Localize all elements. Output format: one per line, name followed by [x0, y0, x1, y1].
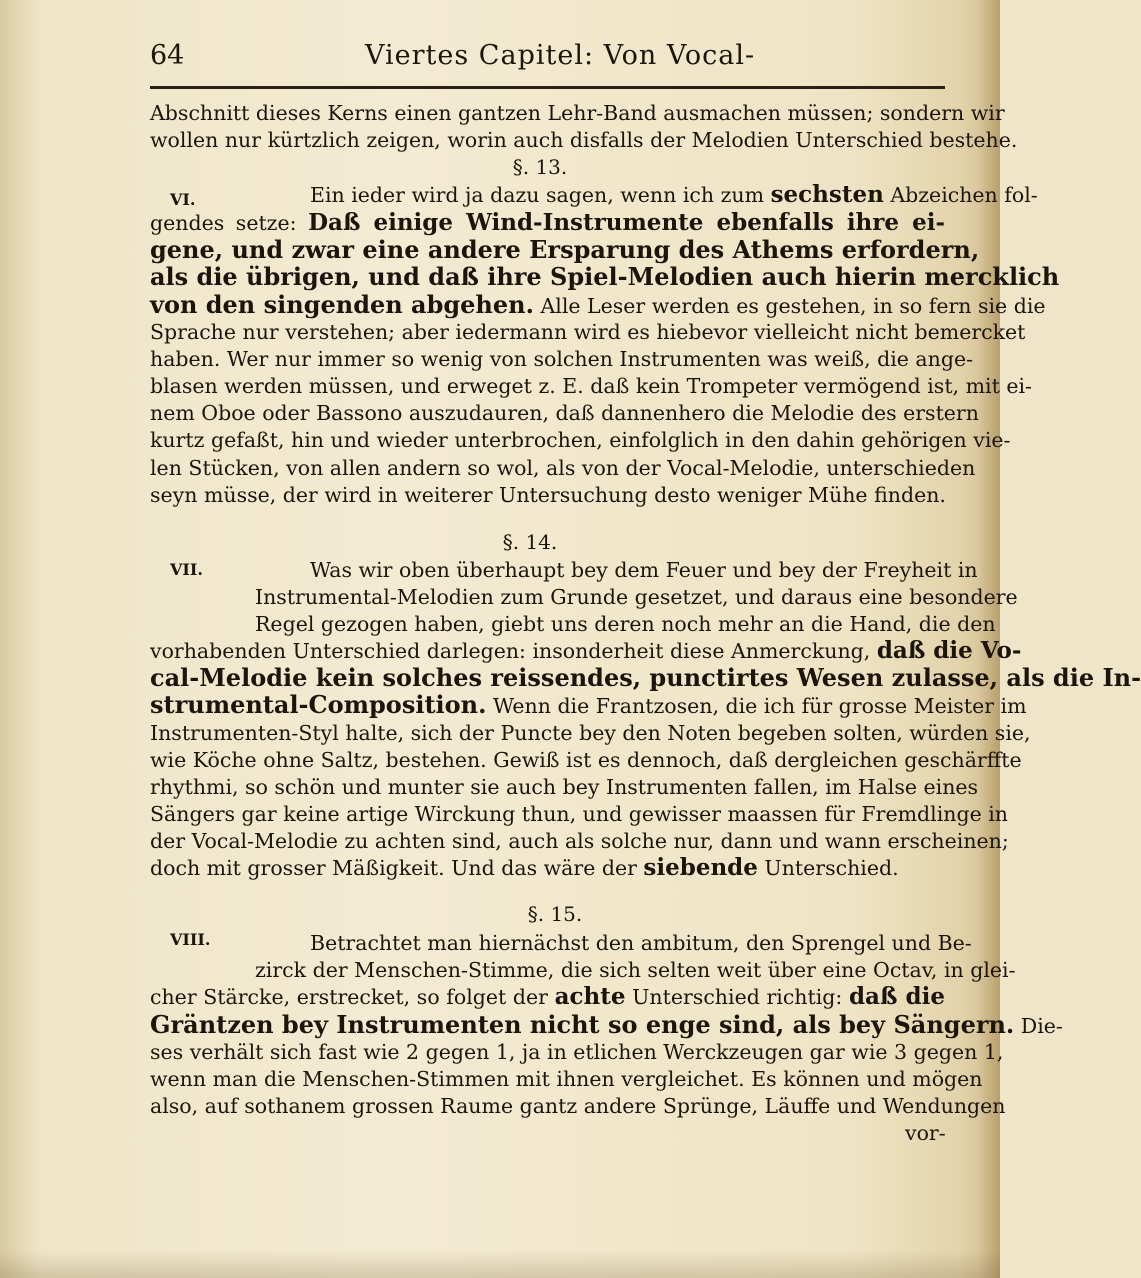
text-run: vorhabenden Unterschied darlegen: insonderheit diese Anmerckung,: [150, 639, 877, 663]
text-run: Unterschied richtig:: [625, 985, 849, 1009]
text-line: [150, 1066, 983, 1092]
text-line: [150, 747, 1022, 773]
text-line: [310, 181, 1038, 208]
section-heading-14: §. 14.: [502, 530, 558, 554]
text-line: [905, 1120, 950, 1146]
text-line: [150, 1010, 1063, 1039]
text-line: [150, 127, 1018, 153]
text-run: Sprache nur verstehen; aber iedermann wird es hiebevor vielleicht nicht bemercket: [150, 320, 1026, 344]
text-run: haben. Wer nur immer so wenig von solchen Instrumenten was weiß, die ange-: [150, 347, 974, 371]
text-line: [150, 854, 899, 881]
section-heading-15: §. 15.: [527, 902, 583, 926]
emphasized-text: cal-Melodie kein solches reissendes, punctirtes Wesen zulasse, als die In-: [150, 663, 1141, 692]
text-run: Regel gezogen haben, giebt uns deren noch mehr an die Hand, die den: [255, 612, 996, 636]
text-line: [150, 455, 976, 481]
text-run: cher Stärcke, erstrecket, so folget der: [150, 985, 555, 1009]
text-line: [150, 482, 946, 508]
text-run: wie Köche ohne Saltz, bestehen. Gewiß ist es dennoch, daß dergleichen geschärffte: [150, 748, 1022, 772]
text-run: vor-: [905, 1121, 946, 1145]
text-run: der Vocal-Melodie zu achten sind, auch als solche nur, dann und wann erscheinen;: [150, 829, 1009, 853]
text-run: Unterschied.: [757, 856, 899, 880]
page-number: 64: [150, 40, 185, 71]
emphasized-text: Gräntzen bey Instrumenten nicht so enge sind, als bey Sängern.: [150, 1010, 1015, 1039]
text-line: [150, 427, 1011, 453]
text-line: [150, 373, 1032, 399]
text-run: kurtz gefaßt, hin und wieder unterbrochen, einfolglich in den dahin gehörigen vie-: [150, 428, 1011, 452]
text-run: rhythmi, so schön und munter sie auch bey Instrumenten fallen, im Halse eines: [150, 775, 979, 799]
text-run: gendes setze:: [150, 211, 309, 235]
text-run: Instrumental-Melodien zum Grunde gesetzet, und daraus eine besondere: [255, 585, 1018, 609]
text-run: wollen nur kürtzlich zeigen, worin auch disfalls der Melodien Unterschied bestehe.: [150, 128, 1018, 152]
text-run: blasen werden müssen, und erweget z. E. daß kein Trompeter vermögend ist, mit ei-: [150, 374, 1032, 398]
text-run: also, auf sothanem grossen Raume gantz andere Sprünge, Läuffe und Wendungen: [150, 1094, 1006, 1118]
text-run: ses verhält sich fast wie 2 gegen 1, ja in etlichen Werckzeugen gar wie 3 gegen 1,: [150, 1040, 1004, 1064]
text-run: seyn müsse, der wird in weiterer Untersuchung desto weniger Mühe finden.: [150, 483, 946, 507]
text-line: [150, 290, 1046, 319]
text-run: Betrachtet man hiernächst den ambitum, den Sprengel und Be-: [310, 931, 972, 955]
page-shadow: [0, 1250, 1000, 1278]
text-run: Abschnitt dieses Kerns einen gantzen Lehr-Band ausmachen müssen; sondern wir: [150, 101, 1005, 125]
emphasized-text: daß die Vo-: [876, 637, 1022, 664]
text-run: Sängers gar keine artige Wirckung thun, und gewisser maassen für Fremdlinge in: [150, 802, 1008, 826]
emphasized-text: daß die: [848, 983, 946, 1010]
text-line: [150, 663, 1141, 692]
emphasized-text: von den singenden abgehen.: [150, 290, 534, 319]
text-run: Wenn die Frantzosen, die ich für grosse Meister im: [486, 694, 1027, 718]
emphasized-text: sechsten: [770, 181, 884, 208]
margin-marker-8: VIII.: [170, 930, 211, 949]
text-line: [150, 1039, 1004, 1065]
text-line: [150, 262, 1060, 291]
emphasized-text: strumental-Composition.: [150, 690, 487, 719]
text-line: [150, 400, 979, 426]
text-run: Die-: [1014, 1014, 1063, 1038]
text-run: Ein ieder wird ja dazu sagen, wenn ich zum: [310, 183, 771, 207]
text-run: wenn man die Menschen-Stimmen mit ihnen vergleichet. Es können und mögen: [150, 1067, 983, 1091]
text-run: doch mit grosser Mäßigkeit. Und das wäre der: [150, 856, 644, 880]
text-line: [150, 346, 974, 372]
text-run: Was wir oben überhaupt bey dem Feuer und bey der Freyheit in: [310, 558, 978, 582]
text-run: Instrumenten-Styl halte, sich der Puncte bey den Noten begeben solten, würden sie,: [150, 721, 1031, 745]
emphasized-text: siebende: [643, 854, 758, 881]
text-run: nem Oboe oder Bassono auszudauren, daß dannenhero die Melodie des erstern: [150, 401, 979, 425]
section-heading-13: §. 13.: [512, 155, 568, 179]
text-line: [150, 720, 1031, 746]
emphasized-text: als die übrigen, und daß ihre Spiel-Melodien auch hierin mercklich: [150, 262, 1060, 291]
text-line: [150, 210, 945, 236]
text-run: Abzeichen fol-: [883, 183, 1038, 207]
text-line: [150, 774, 979, 800]
text-line: [150, 637, 1022, 664]
emphasized-text: achte: [554, 983, 626, 1010]
text-line: [150, 100, 1005, 126]
text-run: Alle Leser werden es gestehen, in so fern sie die: [533, 294, 1046, 318]
running-title: Viertes Capitel: Von Vocal-: [365, 40, 756, 71]
text-line: [310, 557, 978, 583]
margin-marker-7: VII.: [170, 560, 203, 579]
text-line: [255, 611, 996, 637]
text-line: [150, 1093, 1006, 1119]
text-line: [150, 319, 1026, 345]
emphasized-text: gene, und zwar eine andere Ersparung des Athems erfordern,: [150, 235, 980, 264]
text-line: [255, 957, 1016, 983]
text-line: [150, 690, 1027, 719]
header-rule: [150, 86, 945, 89]
text-line: [255, 584, 1018, 610]
text-line: [310, 930, 972, 956]
text-run: zirck der Menschen-Stimme, die sich selten weit über eine Octav, in glei-: [255, 958, 1016, 982]
margin-marker-6: VI.: [170, 190, 196, 209]
text-run: len Stücken, von allen andern so wol, als von der Vocal-Melodie, unterschieden: [150, 456, 976, 480]
emphasized-text: Daß einige Wind-Instrumente ebenfalls ihre ei-: [308, 209, 945, 236]
text-line: [150, 801, 1008, 827]
text-line: [150, 984, 945, 1010]
text-line: [150, 235, 980, 264]
text-line: [150, 828, 1009, 854]
